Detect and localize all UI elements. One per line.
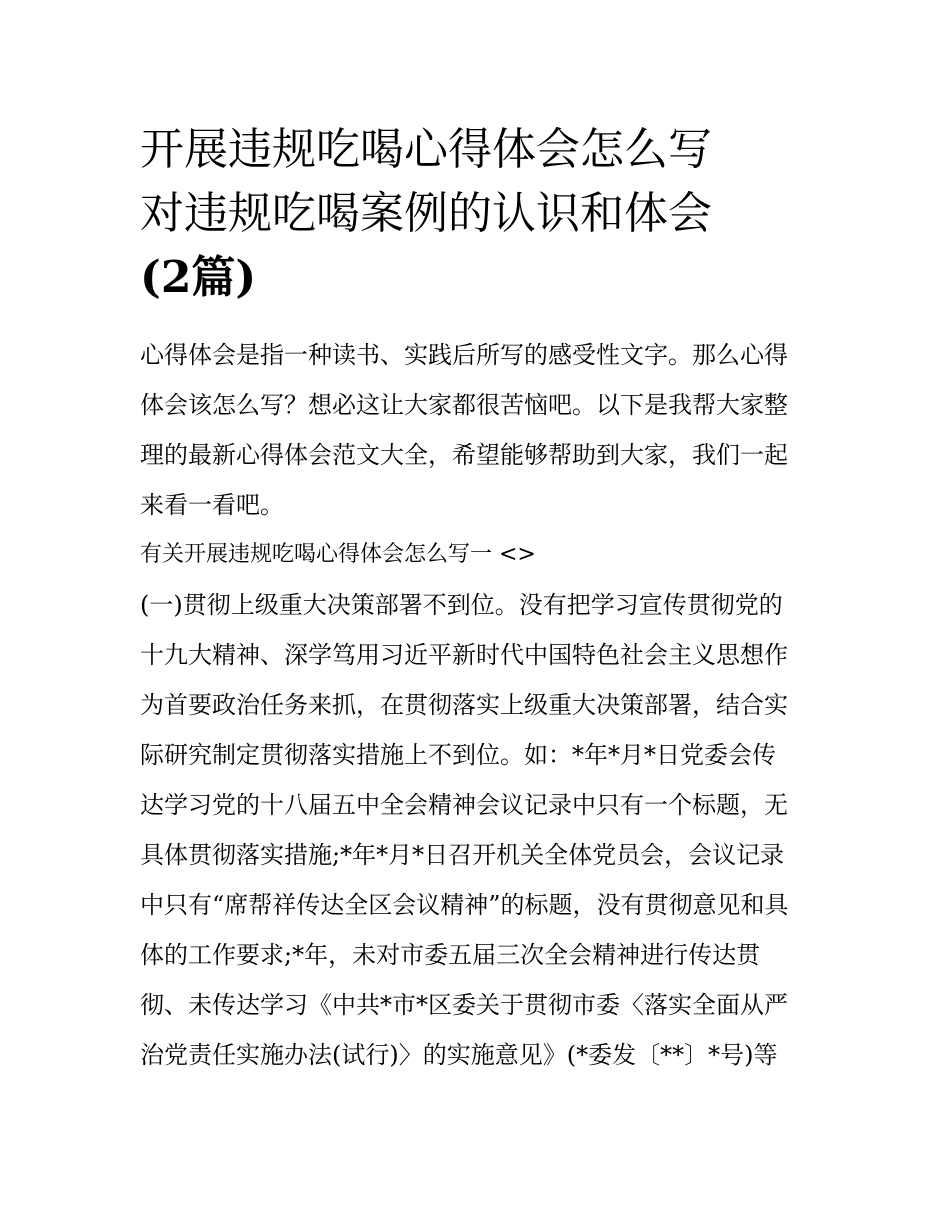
intro-line-3: 理的最新心得体会范文大全，希望能够帮助到大家，我们一起 — [140, 441, 788, 469]
body-line-8: 体的工作要求;*年，未对市委五届三次全会精神进行传达贯 — [140, 941, 761, 969]
body-paragraph — [140, 580, 820, 1080]
body-line-4: 际研究制定贯彻落实措施上不到位。如：*年*月*日党委会传 — [140, 741, 776, 769]
body-line-9: 彻、未传达学习《中共*市*区委关于贯彻市委〈落实全面从严 — [140, 991, 788, 1019]
intro-line-4: 来看一看吧。 — [140, 491, 284, 519]
body-line-1: (一)贯彻上级重大决策部署不到位。没有把学习宣传贯彻党的 — [140, 591, 783, 619]
intro-line-2: 体会该怎么写？想必这让大家都很苦恼吧。以下是我帮大家整 — [140, 391, 788, 419]
title-line-3: (2篇) — [140, 252, 257, 303]
body-line-10: 治党责任实施办法(试行)〉的实施意见》(*委发〔**〕*号)等 — [140, 1041, 778, 1069]
body-line-7: 中只有“席帮祥传达全区会议精神”的标题，没有贯彻意见和具 — [140, 891, 789, 919]
body-line-2: 十九大精神、深学笃用习近平新时代中国特色社会主义思想作 — [140, 641, 788, 669]
title-line-2: 对违规吃喝案例的认识和体会 — [140, 188, 712, 239]
body-line-5: 达学习党的十八届五中全会精神会议记录中只有一个标题，无 — [140, 791, 788, 819]
intro-line-1: 心得体会是指一种读书、实践后所写的感受性文字。那么心得 — [140, 341, 788, 369]
intro-paragraph — [140, 330, 820, 530]
body-line-3: 为首要政治任务来抓，在贯彻落实上级重大决策部署，结合实 — [140, 691, 788, 719]
title-line-1: 开展违规吃喝心得体会怎么写 — [140, 124, 712, 175]
body-line-6: 具体贯彻落实措施;*年*月*日召开机关全体党员会，会议记录 — [140, 841, 785, 869]
document-content — [140, 118, 820, 1080]
document-title — [140, 118, 820, 310]
section-heading: 有关开展违规吃喝心得体会怎么写一 <> — [140, 542, 536, 567]
